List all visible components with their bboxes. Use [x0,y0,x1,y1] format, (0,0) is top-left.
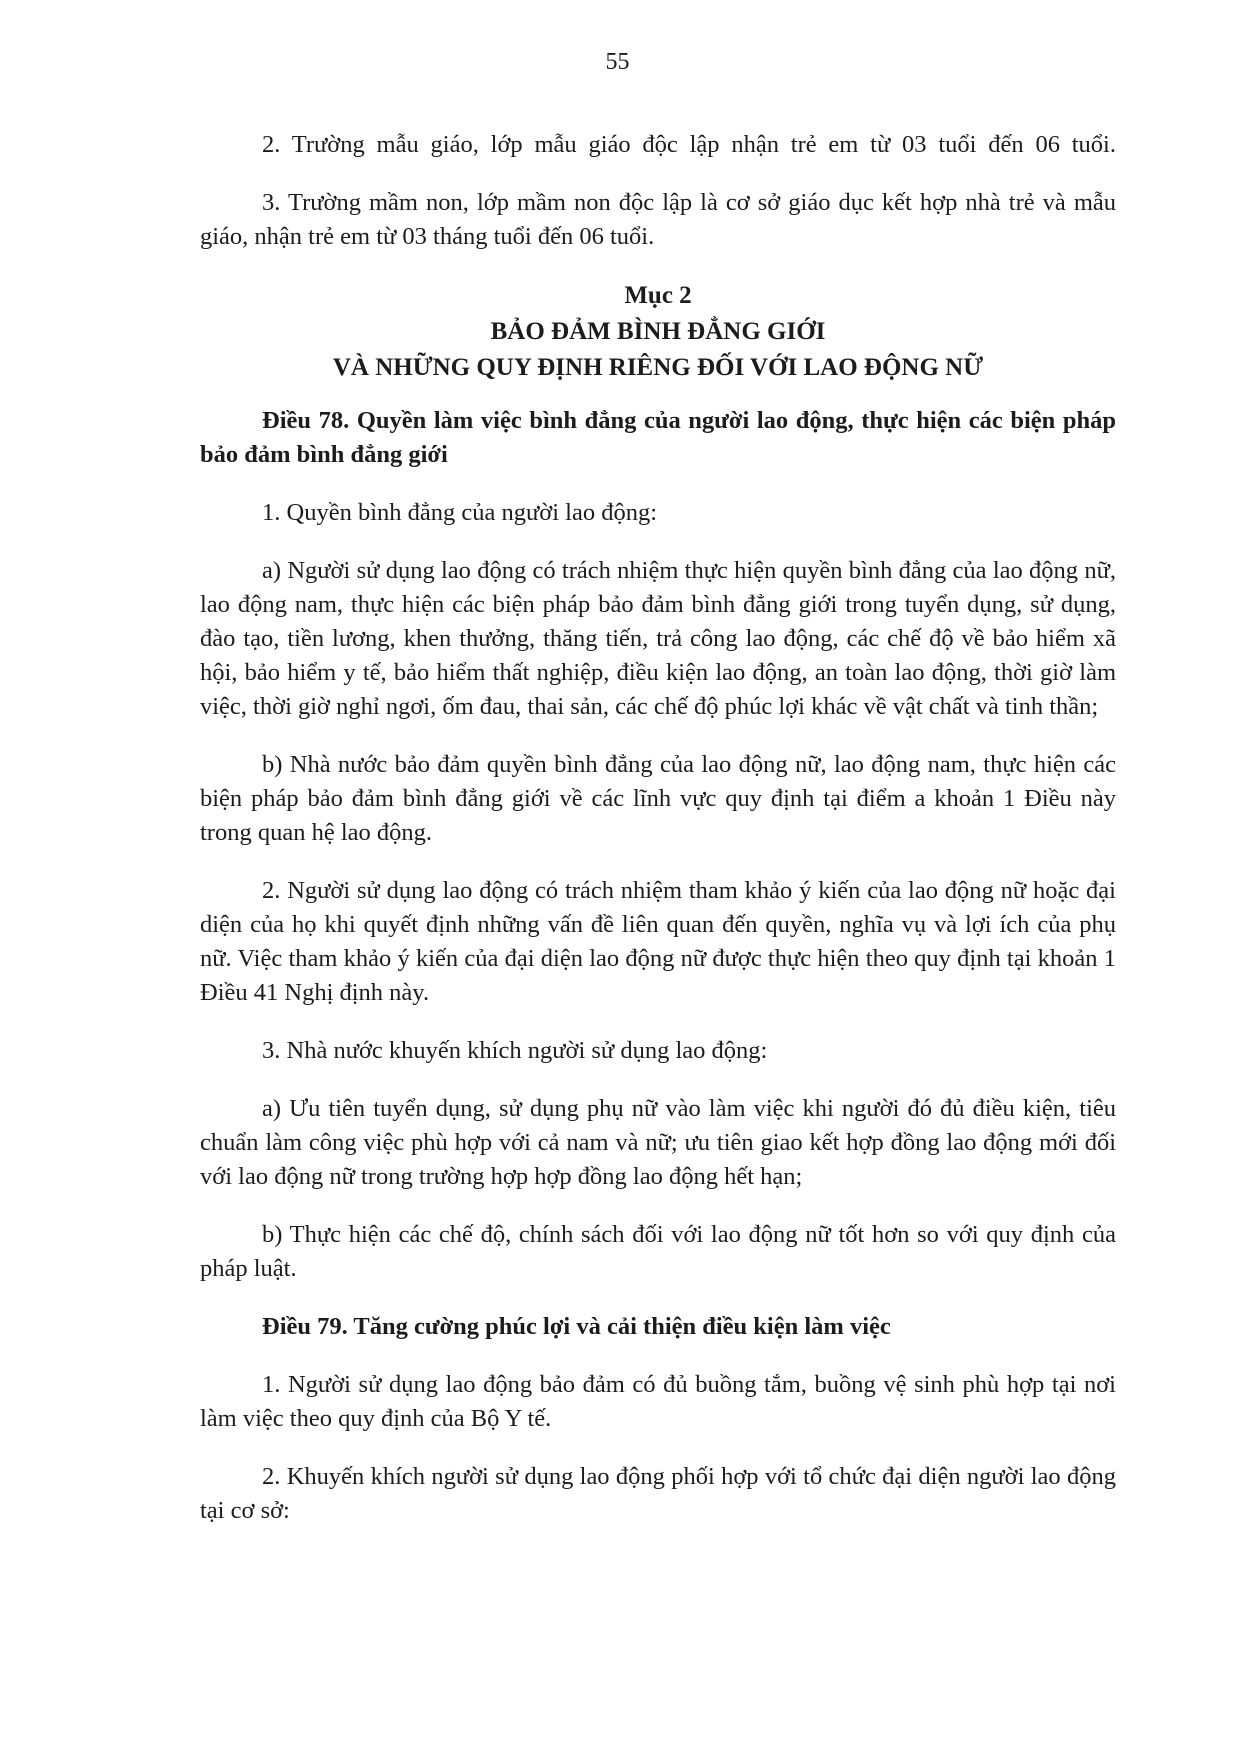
document-body [200,128,1116,1552]
article-78-clause-3a: a) Ưu tiên tuyển dụng, sử dụng phụ nữ vào làm việc khi người đó đủ điều kiện, tiêu chuẩn làm công việc phù hợp với cả nam và nữ; ưu tiên giao kết hợp đồng lao động mới đối với lao động nữ trong trường hợp hợp đồng lao động hết hạn; [200,1095,1116,1190]
article-78-clause-1a: a) Người sử dụng lao động có trách nhiệm thực hiện quyền bình đẳng của lao động nữ, lao động nam, thực hiện các biện pháp bảo đảm bình đẳng giới trong tuyển dụng, sử dụng, đào tạo, tiền lương, khen thưởng, thăng tiến, trả công lao động, các chế độ về bảo hiểm xã hội, bảo hiểm y tế, bảo hiểm thất nghiệp, điều kiện lao động, an toàn lao động, thời giờ làm việc, thời giờ nghỉ ngơi, ốm đau, thai sản, các chế độ phúc lợi khác về vật chất và tinh thần; [200,557,1116,720]
article-79-clause-1: 1. Người sử dụng lao động bảo đảm có đủ buồng tắm, buồng vệ sinh phù hợp tại nơi làm việc theo quy định của Bộ Y tế. [200,1371,1116,1432]
article-79-clause-2: 2. Khuyến khích người sử dụng lao động phối hợp với tổ chức đại diện người lao động tại cơ sở: [200,1463,1116,1524]
section-label: Mục 2 [624,282,692,309]
paragraph-preschool-age: 3. Trường mầm non, lớp mầm non độc lập là cơ sở giáo dục kết hợp nhà trẻ và mẫu giáo, nhận trẻ em từ 03 tháng tuổi đến 06 tuổi. [200,189,1116,250]
article-78-clause-3: 3. Nhà nước khuyến khích người sử dụng lao động: [262,1037,768,1064]
article-79-heading: Điều 79. Tăng cường phúc lợi và cải thiện điều kiện làm việc [262,1313,891,1340]
article-78-clause-2: 2. Người sử dụng lao động có trách nhiệm tham khảo ý kiến của lao động nữ hoặc đại diện của họ khi quyết định những vấn đề liên quan đến quyền, nghĩa vụ và lợi ích của phụ nữ. Việc tham khảo ý kiến của đại diện lao động nữ được thực hiện theo quy định tại khoản 1 Điều 41 Nghị định này. [200,877,1116,1006]
section-heading [200,278,1116,386]
article-78-heading: Điều 78. Quyền làm việc bình đẳng của người lao động, thực hiện các biện pháp bảo đảm bình đẳng giới [200,407,1116,468]
section-title-line-1: BẢO ĐẢM BÌNH ĐẲNG GIỚI [490,318,826,345]
article-78-clause-1: 1. Quyền bình đẳng của người lao động: [262,499,658,526]
page-number: 55 [605,49,630,75]
paragraph-kindergarten-age: 2. Trường mẫu giáo, lớp mẫu giáo độc lập nhận trẻ em từ 03 tuổi đến 06 tuổi. [262,131,1116,158]
section-title-line-2: VÀ NHỮNG QUY ĐỊNH RIÊNG ĐỐI VỚI LAO ĐỘNG NỮ [332,354,984,381]
article-78-clause-3b: b) Thực hiện các chế độ, chính sách đối với lao động nữ tốt hơn so với quy định của pháp luật. [200,1221,1116,1282]
article-78-clause-1b: b) Nhà nước bảo đảm quyền bình đẳng của lao động nữ, lao động nam, thực hiện các biện pháp bảo đảm bình đẳng giới về các lĩnh vực quy định tại điểm a khoản 1 Điều này trong quan hệ lao động. [200,751,1116,846]
